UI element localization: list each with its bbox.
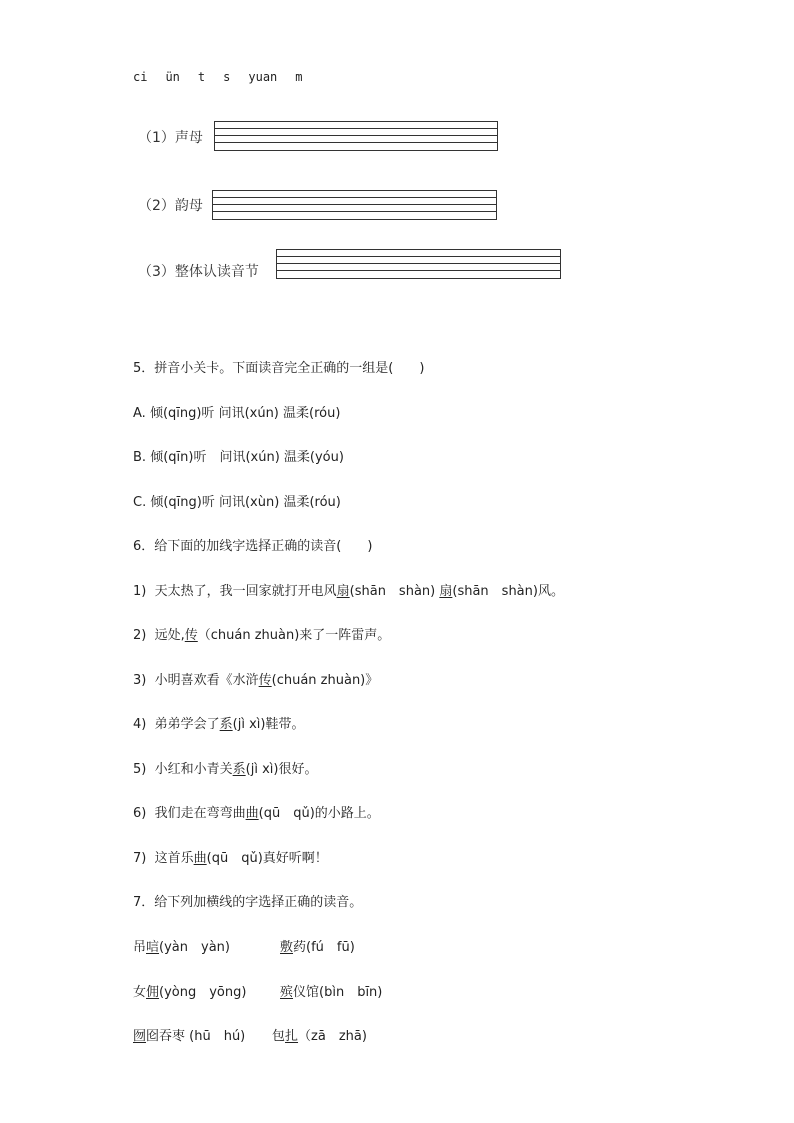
q5-option-a[interactable]: A. 倾(qīng)听 问讯(xún) 温柔(róu) [133,406,341,421]
row-label-finals: （2）韵母 [138,198,203,214]
q6-item: 6) 我们走在弯弯曲曲(qū qǔ)的小路上。 [133,806,380,821]
q5-option-c[interactable]: C. 倾(qīng)听 问讯(xùn) 温柔(róu) [133,495,341,510]
q6-item: 5) 小红和小青关系(jì xì)很好。 [133,762,318,777]
q6-item: 4) 弟弟学会了系(jì xì)鞋带。 [133,717,305,732]
q6-item: 3) 小明喜欢看《水浒传(chuán zhuàn)》 [133,673,379,688]
q7-item: 殡仪馆(bìn bīn) [280,985,383,1000]
question-6-title: 6．给下面的加线字选择正确的读音( ) [133,539,373,554]
row-label-whole-syllables: （3）整体认读音节 [138,264,259,280]
q7-item: 包扎（zā zhā) [272,1029,367,1044]
q5-option-b[interactable]: B. 倾(qīn)听 问讯(xún) 温柔(yóu) [133,450,344,465]
writing-lines-initials[interactable] [214,121,498,151]
q7-item: 吊唁(yàn yàn) [133,940,230,955]
writing-lines-finals[interactable] [212,190,497,220]
letter: m [295,70,303,84]
letter: ün [165,70,180,84]
row-label-initials: （1）声母 [138,130,203,146]
q6-item: 7) 这首乐曲(qū qǔ)真好听啊！ [133,851,328,866]
question-7-title: 7．给下列加横线的字选择正确的读音。 [133,895,363,910]
question-5-title: 5．拼音小关卡。下面读音完全正确的一组是( ) [133,361,425,376]
q7-item: 敷药(fú fū) [280,940,355,955]
letter: yuan [248,70,278,84]
q6-item: 1) 天太热了，我一回家就打开电风扇(shān shàn) 扇(shān shàn)风。 [133,584,564,599]
letter: t [197,70,206,84]
q7-item: 囫囵吞枣 (hū hú) [133,1029,246,1044]
q7-item: 女佣(yòng yōng) [133,985,247,1000]
pinyin-letters [133,70,321,84]
letter: s [223,70,231,84]
q6-item: 2) 远处,传（chuán zhuàn)来了一阵雷声。 [133,628,391,643]
writing-lines-whole-syllables[interactable] [276,249,561,279]
letter: ci [133,70,148,84]
